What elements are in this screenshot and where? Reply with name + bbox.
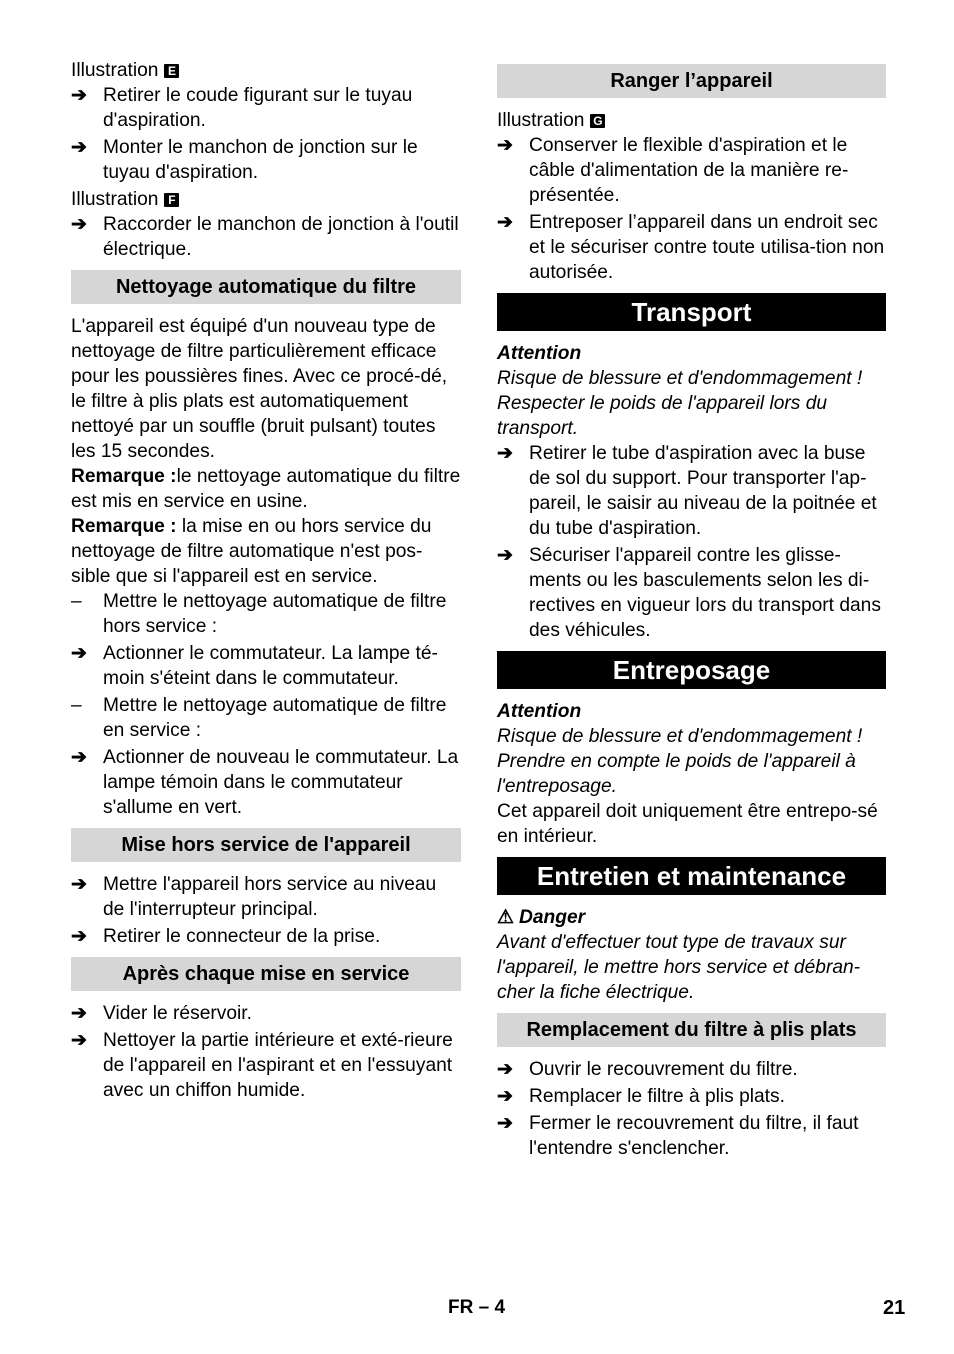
step-item: ➔ Retirer le tube d'aspiration avec la buse de sol du support. Pour transporter l'ap-pareil, le saisir au niveau de la poitnée et du tube d'aspiration.	[497, 443, 877, 539]
step-item: ➔ Nettoyer la partie intérieure et exté-rieure de l'appareil en l'aspirant et en l'essuyant avec un chiffon humide.	[71, 1030, 453, 1101]
arrow-icon: ➔	[497, 1086, 514, 1107]
heading-shutdown: Mise hors service de l'appareil	[71, 828, 461, 862]
storage-text: Cet appareil doit uniquement être entrepo-sé en intérieur.	[497, 801, 878, 847]
heading-filter-cleaning: Nettoyage automatique du filtre	[71, 270, 461, 304]
arrow-icon: ➔	[71, 926, 88, 947]
illustration-ref-e: Illustration E	[71, 58, 461, 83]
dash-icon: –	[71, 591, 82, 612]
filter-paragraph: L'appareil est équipé d'un nouveau type de nettoyage de filtre particulièrement efficace pour les poussières fines. Avec ce procé-dé, le filtre à plis plats est automatiquement nettoyé par un souffle (bruit pulsant) toutes les 15 secondes.	[71, 316, 448, 462]
step-item: ➔ Entreposer l’appareil dans un endroit sec et le sécuriser contre toute utilisa-tion non autorisée.	[497, 212, 885, 283]
arrow-icon: ➔	[71, 137, 88, 158]
arrow-icon: ➔	[71, 85, 88, 106]
illustration-badge-g: G	[590, 114, 605, 128]
illustration-ref-f: Illustration F	[71, 187, 461, 212]
heading-after-use: Après chaque mise en service	[71, 957, 461, 991]
storage-warning: Risque de blessure et d'endommagement ! Prendre en compte le poids de l'appareil à l'entreposage.	[497, 726, 863, 797]
right-column	[497, 58, 886, 1163]
arrow-icon: ➔	[497, 212, 514, 233]
dash-icon: –	[71, 695, 82, 716]
attention-label: Attention	[497, 343, 582, 364]
step-item: ➔ Vider le réservoir.	[71, 1003, 252, 1024]
heading-transport: Transport	[497, 293, 886, 331]
step-item: ➔ Actionner le commutateur. La lampe té-moin s'éteint dans le commutateur.	[71, 643, 438, 689]
arrow-icon: ➔	[71, 1030, 88, 1051]
attention-label: Attention	[497, 701, 582, 722]
illustration-ref-g: Illustration G	[497, 108, 886, 133]
heading-maintenance: Entretien et maintenance	[497, 857, 886, 895]
arrow-icon: ➔	[71, 747, 88, 768]
arrow-icon: ➔	[497, 135, 514, 156]
page-number: 21	[883, 1297, 906, 1319]
heading-storage: Entreposage	[497, 651, 886, 689]
heading-replace-filter: Remplacement du filtre à plis plats	[497, 1013, 886, 1047]
arrow-icon: ➔	[497, 1113, 514, 1134]
step-item: ➔ Mettre l'appareil hors service au niveau de l'interrupteur principal.	[71, 874, 437, 920]
maintenance-warning: Avant d'effectuer tout type de travaux sur l'appareil, le mettre hors service et débran-cher la fiche électrique.	[497, 932, 861, 1003]
arrow-icon: ➔	[497, 545, 514, 566]
transport-warning: Risque de blessure et d'endommagement ! Respecter le poids de l'appareil lors du transport.	[497, 368, 863, 439]
illustration-badge-f: F	[164, 193, 179, 207]
step-item: ➔ Remplacer le filtre à plis plats.	[497, 1086, 785, 1107]
step-item: ➔ Raccorder le manchon de jonction à l'outil électrique.	[71, 214, 459, 260]
step-item: ➔ Actionner de nouveau le commutateur. La lampe témoin dans le commutateur s'allume en vert.	[71, 747, 459, 818]
arrow-icon: ➔	[71, 643, 88, 664]
note-1: Remarque :le nettoyage automatique du filtre est mis en service en usine.	[71, 466, 461, 512]
arrow-icon: ➔	[497, 1059, 514, 1080]
arrow-icon: ➔	[71, 874, 88, 895]
step-item: ➔ Sécuriser l'appareil contre les glisse-ments ou les basculements selon les di-rectives en vigueur lors du transport dans des véhicules.	[497, 545, 881, 641]
heading-store-device: Ranger l’appareil	[497, 64, 886, 98]
arrow-icon: ➔	[71, 214, 88, 235]
step-item: ➔ Ouvrir le recouvrement du filtre.	[497, 1059, 798, 1080]
arrow-icon: ➔	[71, 1003, 88, 1024]
illustration-badge-e: E	[164, 64, 179, 78]
step-item: ➔ Fermer le recouvrement du filtre, il faut l'entendre s'enclencher.	[497, 1113, 859, 1159]
step-item: ➔ Retirer le coude figurant sur le tuyau d'aspiration.	[71, 85, 413, 131]
dash-item: – Mettre le nettoyage automatique de filtre hors service :	[71, 591, 447, 637]
note-2: Remarque : la mise en ou hors service du nettoyage de filtre automatique n'est pos-sible que si l'appareil est en service.	[71, 516, 432, 587]
dash-item: – Mettre le nettoyage automatique de filtre en service :	[71, 695, 447, 741]
warning-triangle-icon: ⚠	[497, 907, 515, 928]
arrow-icon: ➔	[497, 443, 514, 464]
step-item: ➔ Monter le manchon de jonction sur le tuyau d'aspiration.	[71, 137, 418, 183]
footer-section: FR – 4	[448, 1297, 506, 1318]
left-column	[71, 58, 461, 1105]
step-item: ➔ Retirer le connecteur de la prise.	[71, 926, 381, 947]
step-item: ➔ Conserver le flexible d'aspiration et le câble d'alimentation de la manière re-présentée.	[497, 135, 849, 206]
danger-label: ⚠ Danger	[497, 907, 586, 928]
